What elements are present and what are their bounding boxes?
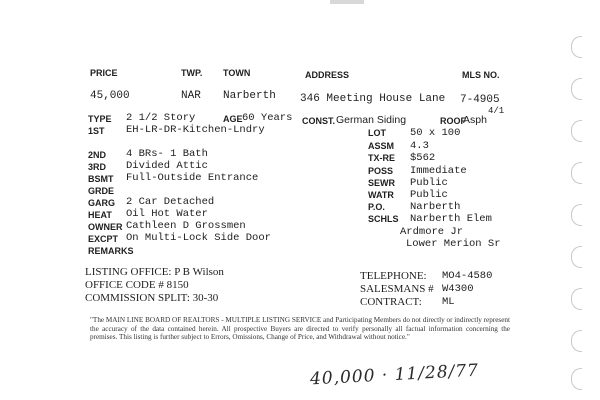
assessment-value: 4.3 <box>410 140 429 152</box>
twp-header: TWP. <box>181 68 203 78</box>
first-floor-value: EH-LR-DR-Kitchen-Lndry <box>126 124 265 136</box>
third-floor-label: 3RD <box>88 162 107 172</box>
grade-label: GRDE <box>88 186 115 196</box>
binder-hole <box>571 204 582 226</box>
roof-label: ROOF <box>440 116 466 126</box>
lot-value: 50 x 100 <box>410 127 461 139</box>
salesman-value: W4300 <box>442 283 474 295</box>
binder-hole <box>571 330 582 352</box>
telephone-label: TELEPHONE: <box>360 270 427 282</box>
address-header: ADDRESS <box>305 70 350 80</box>
contract-label: CONTRACT: <box>360 296 422 308</box>
water-label: WATR <box>368 190 394 200</box>
owner-label: OWNER <box>88 222 123 232</box>
binder-holes <box>566 30 586 390</box>
heat-value: Oil Hot Water <box>126 208 208 220</box>
listing-office: LISTING OFFICE: P B Wilson <box>85 266 224 278</box>
binder-hole <box>571 368 582 390</box>
tax-value: $562 <box>410 152 436 164</box>
mls-subvalue: 4/1 <box>488 106 505 116</box>
office-code: OFFICE CODE # 8150 <box>85 279 189 291</box>
tape-mark <box>330 0 364 4</box>
water-value: Public <box>410 189 448 201</box>
age-label: AGE <box>223 114 243 124</box>
garage-value: 2 Car Detached <box>126 196 215 208</box>
telephone-value: MO4-4580 <box>442 270 493 282</box>
basement-label: BSMT <box>88 174 114 184</box>
heat-label: HEAT <box>88 210 112 220</box>
tax-label: TX-RE <box>368 153 395 163</box>
commission-split: COMMISSION SPLIT: 30-30 <box>85 292 219 304</box>
town-header: TOWN <box>223 68 251 78</box>
binder-hole <box>571 78 582 100</box>
schools-label: SCHLS <box>368 214 399 224</box>
town-value: Narberth <box>223 90 276 102</box>
exceptions-value: On Multi-Lock Side Door <box>126 232 271 244</box>
binder-hole <box>571 120 582 142</box>
schools-sr-value: Lower Merion Sr <box>406 238 501 250</box>
sewer-value: Public <box>410 177 448 189</box>
possession-value: Immediate <box>410 165 467 177</box>
owner-value: Cathleen D Grossmen <box>126 220 246 232</box>
mls-value: 7-4905 <box>460 94 500 106</box>
construction-value: German Siding <box>336 114 407 126</box>
basement-value: Full-Outside Entrance <box>126 172 259 184</box>
remarks-label: REMARKS <box>88 246 134 256</box>
garage-label: GARG <box>88 198 115 208</box>
possession-label: POSS <box>368 166 394 176</box>
post-office-label: P.O. <box>368 202 385 212</box>
type-value: 2 1/2 Story <box>126 112 196 124</box>
twp-value: NAR <box>181 90 201 102</box>
price-value: 45,000 <box>90 90 130 102</box>
construction-label: CONST. <box>302 116 336 126</box>
sewer-label: SEWR <box>368 178 395 188</box>
disclaimer-text: "The MAIN LINE BOARD OF REALTORS - MULTIPLE LISTING SERVICE and Participating Members do not directly or indirectly represent the accuracy of the data contained herein. All prospective Buyers are directed to verify personally all factual information concerning the premises. This listing is further subject to Errors, Omissions, Change of Price, and Withdrawal without notice." <box>90 316 510 341</box>
type-label: TYPE <box>88 114 112 124</box>
first-floor-label: 1ST <box>88 126 105 136</box>
second-floor-value: 4 BRs- 1 Bath <box>126 148 208 160</box>
binder-hole <box>571 288 582 310</box>
binder-hole <box>571 246 582 268</box>
third-floor-value: Divided Attic <box>126 160 208 172</box>
mls-header: MLS NO. <box>462 70 500 80</box>
age-value: 60 Years <box>242 112 293 124</box>
contract-value: ML <box>442 296 455 308</box>
assessment-label: ASSM <box>368 141 395 151</box>
roof-value: Asph <box>463 114 487 126</box>
second-floor-label: 2ND <box>88 150 107 160</box>
exceptions-label: EXCPT <box>88 234 119 244</box>
address-value: 346 Meeting House Lane <box>300 93 446 105</box>
lot-label: LOT <box>368 128 386 138</box>
binder-hole <box>571 162 582 184</box>
schools-elem-value: Narberth Elem <box>410 213 492 225</box>
binder-hole <box>571 36 582 58</box>
post-office-value: Narberth <box>410 201 461 213</box>
salesman-label: SALESMANS # <box>360 283 434 295</box>
handwritten-note: 40,000 · 11/28/77 <box>309 360 480 390</box>
schools-jr-value: Ardmore Jr <box>400 226 464 238</box>
price-header: PRICE <box>90 68 118 78</box>
